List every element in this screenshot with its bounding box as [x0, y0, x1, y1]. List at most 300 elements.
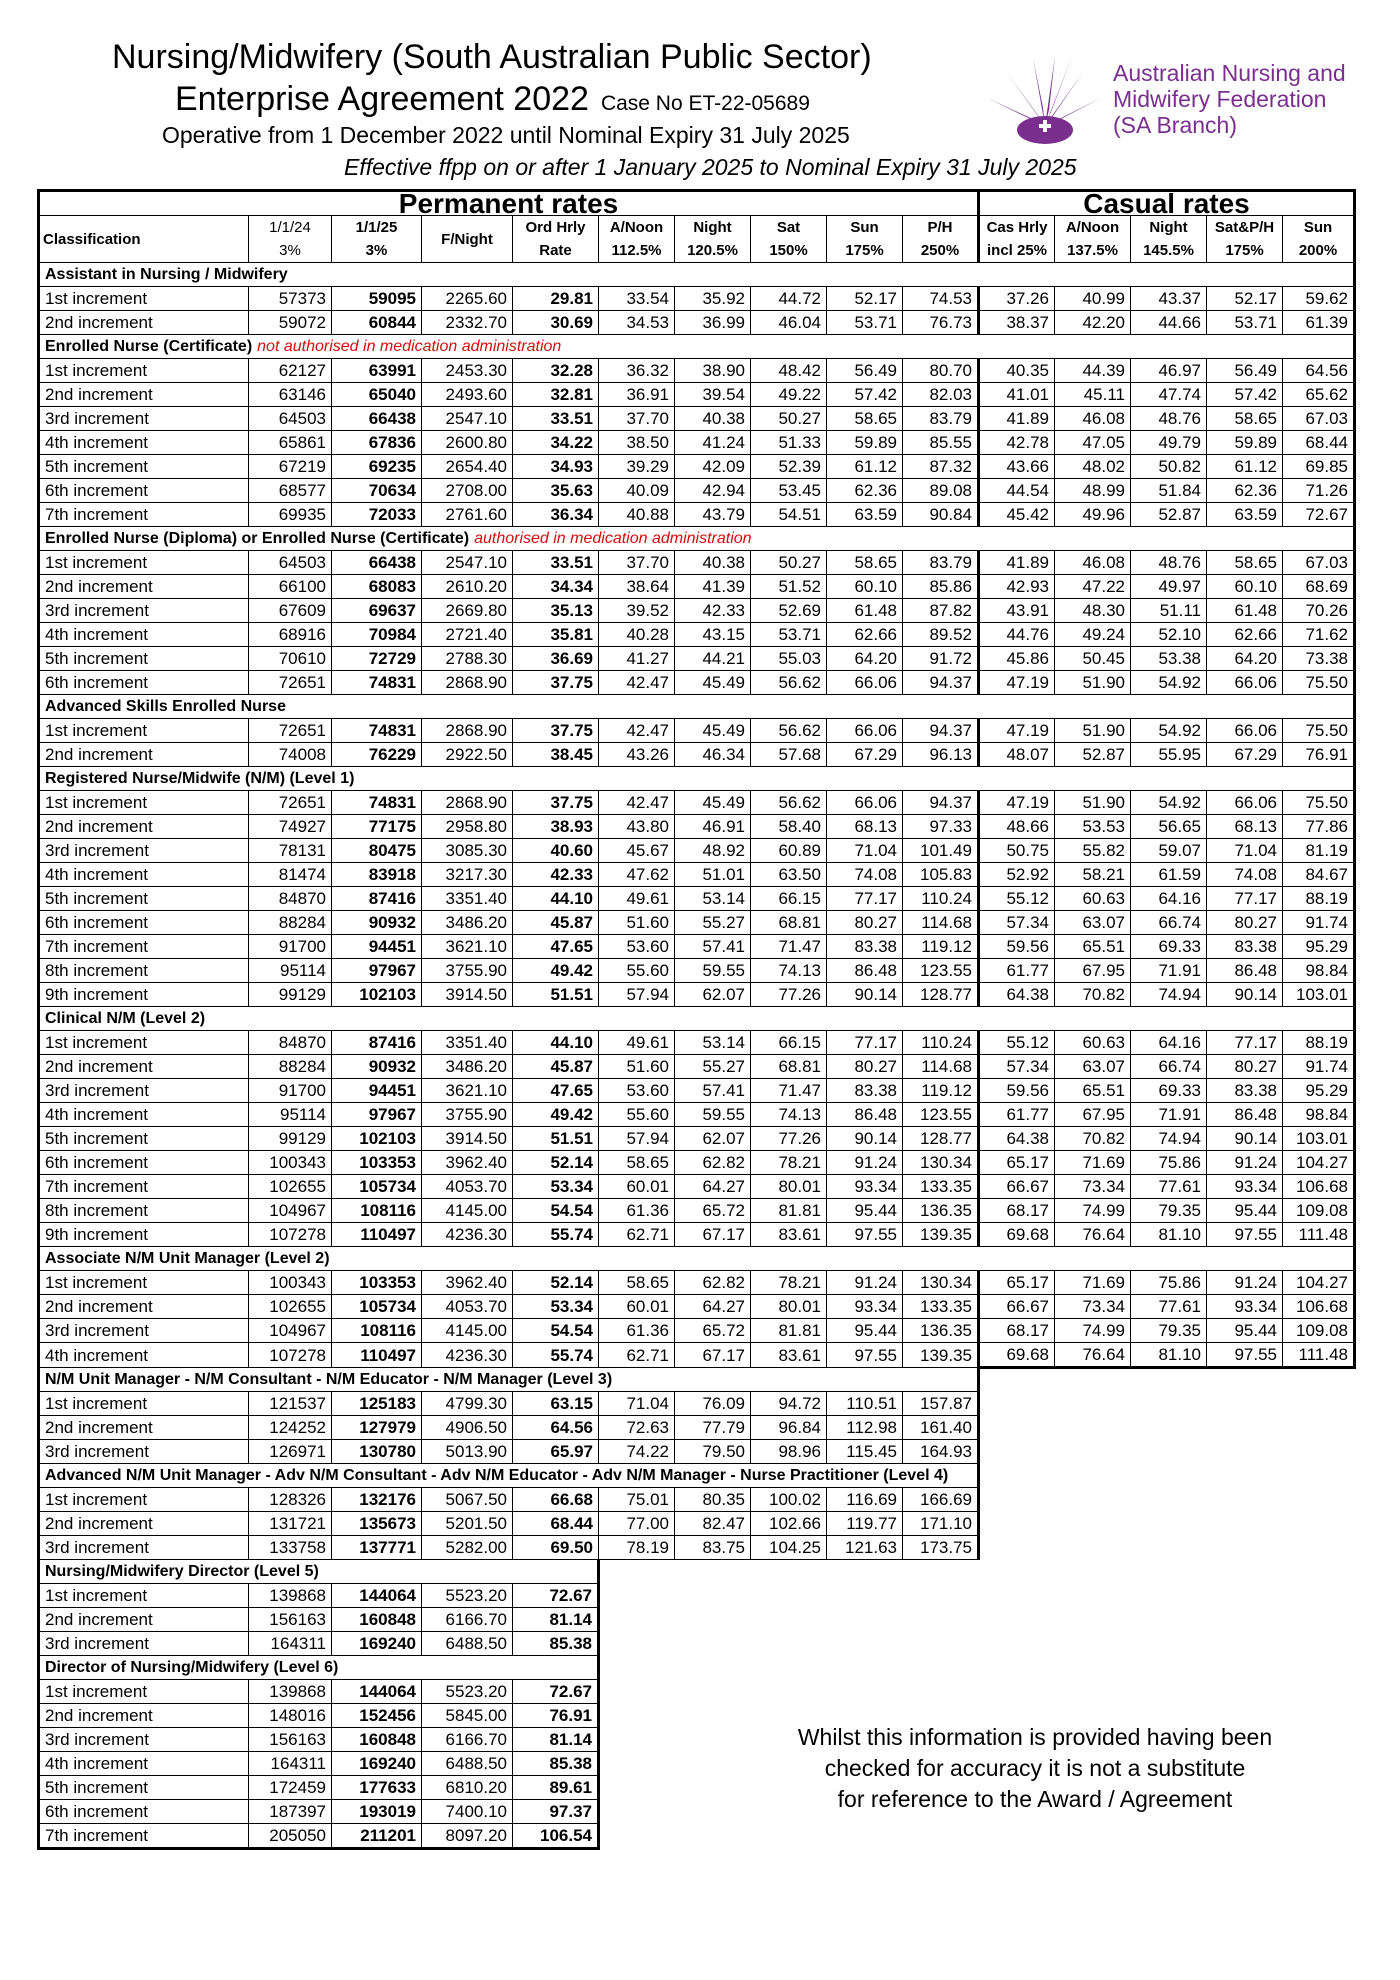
rate-cell: 80.27 [1207, 911, 1283, 935]
rate-cell: 164311 [249, 1632, 332, 1656]
rate-cell: 37.75 [513, 719, 599, 743]
rate-cell: 46.34 [675, 743, 751, 767]
rate-cell: 42.09 [675, 455, 751, 479]
rate-cell: 119.12 [903, 935, 979, 959]
empty-cell [1283, 1560, 1355, 1584]
rate-cell: 95.29 [1283, 1079, 1355, 1103]
table-row [39, 599, 1355, 623]
rate-cell: 62.07 [675, 1127, 751, 1151]
rate-cell: 60.10 [827, 575, 903, 599]
rate-cell: 65.72 [675, 1199, 751, 1223]
row-label: 3rd increment [39, 1632, 249, 1656]
rate-cell: 4145.00 [422, 1319, 513, 1343]
rate-cell: 130.34 [903, 1271, 979, 1295]
rate-cell: 64.20 [1207, 647, 1283, 671]
rate-cell: 114.68 [903, 911, 979, 935]
rate-cell: 55.03 [751, 647, 827, 671]
rate-cell: 57.42 [1207, 383, 1283, 407]
table-row [39, 383, 1355, 407]
row-label: 2nd increment [39, 383, 249, 407]
rate-cell: 72033 [332, 503, 422, 527]
empty-cell [751, 1608, 827, 1632]
rate-cell: 100343 [249, 1151, 332, 1175]
rate-cell: 42.33 [675, 599, 751, 623]
rate-cell: 51.11 [1131, 599, 1207, 623]
rate-cell: 4053.70 [422, 1295, 513, 1319]
rate-cell: 80.01 [751, 1175, 827, 1199]
rate-cell: 46.97 [1131, 359, 1207, 383]
rate-cell: 77.86 [1283, 815, 1355, 839]
rate-cell: 42.33 [513, 863, 599, 887]
section-title [39, 335, 1355, 359]
row-label: 5th increment [39, 887, 249, 911]
rate-cell: 79.35 [1131, 1199, 1207, 1223]
rate-cell: 97.55 [827, 1343, 903, 1368]
rate-cell: 72729 [332, 647, 422, 671]
rate-cell: 65.62 [1283, 383, 1355, 407]
row-label: 2nd increment [39, 1608, 249, 1632]
column-header-line: Sun [1303, 219, 1333, 236]
rate-cell: 2958.80 [422, 815, 513, 839]
rate-cell: 65.51 [1055, 1079, 1131, 1103]
rate-cell: 33.51 [513, 407, 599, 431]
rate-cell: 103.01 [1283, 1127, 1355, 1151]
table-row [39, 287, 1355, 311]
rate-cell: 71.04 [599, 1392, 675, 1416]
row-label: 2nd increment [39, 311, 249, 335]
rate-cell: 77.26 [751, 983, 827, 1007]
table-row [39, 311, 1355, 335]
section-title-row [39, 335, 1355, 359]
rate-cell: 67.03 [1283, 407, 1355, 431]
rate-cell: 5523.20 [422, 1680, 513, 1704]
rate-cell: 105734 [332, 1295, 422, 1319]
empty-cell [751, 1560, 827, 1584]
empty-cell [827, 1608, 903, 1632]
row-label: 8th increment [39, 959, 249, 983]
row-label: 7th increment [39, 1824, 249, 1849]
column-header [751, 216, 827, 263]
operative-dates: Operative from 1 December 2022 until Nominal Expiry 31 July 2025 [162, 122, 850, 148]
rate-cell: 66.06 [827, 671, 903, 695]
table-row [39, 1223, 1355, 1247]
section-title-row [39, 527, 1355, 551]
empty-cell [1131, 1440, 1207, 1464]
rate-cell: 94451 [332, 935, 422, 959]
empty-cell [1283, 1656, 1355, 1680]
empty-cell [1055, 1584, 1131, 1608]
rate-cell: 90.14 [827, 1127, 903, 1151]
rate-cell: 136.35 [903, 1199, 979, 1223]
empty-cell [1283, 1824, 1355, 1849]
rate-cell: 69.68 [979, 1223, 1055, 1247]
rate-cell: 43.66 [979, 455, 1055, 479]
rate-cell: 74.22 [599, 1440, 675, 1464]
rate-cell: 157.87 [903, 1392, 979, 1416]
rate-cell: 126971 [249, 1440, 332, 1464]
rate-cell: 58.65 [827, 551, 903, 575]
row-label: 5th increment [39, 455, 249, 479]
rate-cell: 95.29 [1283, 935, 1355, 959]
rate-cell: 2547.10 [422, 407, 513, 431]
table-row [39, 503, 1355, 527]
rate-cell: 177633 [332, 1776, 422, 1800]
rate-cell: 94451 [332, 1079, 422, 1103]
column-header-line: 250% [920, 242, 960, 259]
section-name: Registered Nurse/Midwife (N/M) (Level 1) [45, 770, 355, 787]
rate-cell: 83.61 [751, 1343, 827, 1368]
rate-cell: 56.62 [751, 791, 827, 815]
rate-cell: 164311 [249, 1752, 332, 1776]
rate-cell: 69.33 [1131, 1079, 1207, 1103]
rate-cell: 111.48 [1283, 1223, 1355, 1247]
rate-cell: 42.93 [979, 575, 1055, 599]
rate-cell: 59.89 [827, 431, 903, 455]
rate-cell: 60.63 [1055, 887, 1131, 911]
rate-cell: 139868 [249, 1584, 332, 1608]
rate-cell: 87.82 [903, 599, 979, 623]
rate-cell: 37.70 [599, 407, 675, 431]
rate-cell: 47.05 [1055, 431, 1131, 455]
rate-cell: 53.53 [1055, 815, 1131, 839]
column-header-line: 3% [279, 242, 301, 259]
table-row [39, 671, 1355, 695]
rate-cell: 102655 [249, 1295, 332, 1319]
column-header [1055, 216, 1131, 263]
empty-cell [599, 1656, 675, 1680]
row-label: 2nd increment [39, 1512, 249, 1536]
empty-cell [979, 1512, 1055, 1536]
row-label: 2nd increment [39, 1416, 249, 1440]
rate-cell: 81.81 [751, 1199, 827, 1223]
rate-cell: 69.68 [979, 1343, 1055, 1368]
rate-cell: 54.92 [1131, 719, 1207, 743]
rate-cell: 81.14 [513, 1728, 599, 1752]
rate-cell: 63.59 [827, 503, 903, 527]
row-label: 2nd increment [39, 1704, 249, 1728]
row-label: 4th increment [39, 623, 249, 647]
rate-cell: 5523.20 [422, 1584, 513, 1608]
empty-cell [1131, 1464, 1207, 1488]
rate-cell: 41.27 [599, 647, 675, 671]
rate-cell: 56.62 [751, 719, 827, 743]
rate-cell: 83.38 [827, 935, 903, 959]
rate-cell: 79.35 [1131, 1319, 1207, 1343]
rate-cell: 54.54 [513, 1319, 599, 1343]
rate-cell: 89.08 [903, 479, 979, 503]
column-header-line: 137.5% [1067, 242, 1118, 259]
rate-cell: 166.69 [903, 1488, 979, 1512]
empty-cell [1207, 1536, 1283, 1560]
casual-rates-heading: Casual rates [979, 191, 1355, 216]
rate-cell: 3962.40 [422, 1271, 513, 1295]
table-row [39, 1271, 1355, 1295]
rate-cell: 57373 [249, 287, 332, 311]
column-header-line: Sun [850, 219, 879, 236]
table-row [39, 1584, 1355, 1608]
rate-cell: 68083 [332, 575, 422, 599]
empty-cell [1131, 1632, 1207, 1656]
empty-cell [827, 1824, 903, 1849]
empty-cell [979, 1608, 1055, 1632]
empty-cell [1283, 1512, 1355, 1536]
column-header-line: Classification [43, 230, 141, 248]
empty-cell [979, 1632, 1055, 1656]
column-header [827, 216, 903, 263]
rate-cell: 71.04 [1207, 839, 1283, 863]
empty-cell [1055, 1368, 1131, 1392]
rate-cell: 133.35 [903, 1175, 979, 1199]
empty-cell [751, 1680, 827, 1704]
section-name: Enrolled Nurse (Diploma) or Enrolled Nurse (Certificate) [45, 530, 470, 547]
rate-cell: 74.08 [827, 863, 903, 887]
rate-cell: 123.55 [903, 959, 979, 983]
rate-cell: 71.69 [1055, 1271, 1131, 1295]
rate-cell: 62.66 [827, 623, 903, 647]
table-row [39, 1440, 1355, 1464]
rate-cell: 46.04 [751, 311, 827, 335]
rate-cell: 75.86 [1131, 1151, 1207, 1175]
rate-cell: 72.67 [513, 1680, 599, 1704]
rate-cell: 48.07 [979, 743, 1055, 767]
rate-cell: 66.67 [979, 1175, 1055, 1199]
rate-cell: 38.93 [513, 815, 599, 839]
rate-cell: 94.72 [751, 1392, 827, 1416]
rate-cell: 2265.60 [422, 287, 513, 311]
rate-cell: 43.26 [599, 743, 675, 767]
row-label: 1st increment [39, 287, 249, 311]
rate-cell: 83918 [332, 863, 422, 887]
rate-cell: 78.21 [751, 1271, 827, 1295]
rate-cell: 63991 [332, 359, 422, 383]
rate-cell: 105.83 [903, 863, 979, 887]
rate-cell: 128326 [249, 1488, 332, 1512]
rate-cell: 40.60 [513, 839, 599, 863]
rate-cell: 3351.40 [422, 1031, 513, 1055]
table-row [39, 1343, 1355, 1368]
rate-cell: 3914.50 [422, 983, 513, 1007]
column-header-line: P/H [927, 219, 953, 236]
rate-cell: 90.14 [827, 983, 903, 1007]
rate-cell: 91.24 [1207, 1151, 1283, 1175]
table-row [39, 719, 1355, 743]
rate-cell: 80475 [332, 839, 422, 863]
table-row [39, 647, 1355, 671]
empty-cell [979, 1680, 1055, 1704]
rate-cell: 79.50 [675, 1440, 751, 1464]
rate-cell: 97.55 [1207, 1223, 1283, 1247]
rate-cell: 69637 [332, 599, 422, 623]
rate-cell: 50.75 [979, 839, 1055, 863]
rate-cell: 64.38 [979, 983, 1055, 1007]
row-label: 7th increment [39, 935, 249, 959]
rate-cell: 119.77 [827, 1512, 903, 1536]
rate-cell: 57.34 [979, 911, 1055, 935]
rate-cell: 66438 [332, 407, 422, 431]
rate-cell: 60.10 [1207, 575, 1283, 599]
rate-cell: 59072 [249, 311, 332, 335]
rate-cell: 62.66 [1207, 623, 1283, 647]
rate-cell: 68.81 [751, 1055, 827, 1079]
rate-cell: 61.77 [979, 1103, 1055, 1127]
rate-cell: 52.87 [1131, 503, 1207, 527]
row-label: 2nd increment [39, 815, 249, 839]
rate-cell: 83.79 [903, 551, 979, 575]
table-row [39, 455, 1355, 479]
rate-cell: 67.29 [1207, 743, 1283, 767]
rate-cell: 75.50 [1283, 791, 1355, 815]
rate-cell: 91.72 [903, 647, 979, 671]
rate-cell: 98.84 [1283, 1103, 1355, 1127]
rate-cell: 111.48 [1283, 1343, 1355, 1368]
column-header-line: 150% [769, 242, 808, 259]
row-label: 3rd increment [39, 1079, 249, 1103]
rate-cell: 152456 [332, 1704, 422, 1728]
rate-cell: 47.74 [1131, 383, 1207, 407]
rate-cell: 45.87 [513, 911, 599, 935]
rate-cell: 3755.90 [422, 1103, 513, 1127]
section-title-row [39, 695, 1355, 719]
rate-cell: 65.17 [979, 1271, 1055, 1295]
column-header [1131, 216, 1207, 263]
rate-cell: 164.93 [903, 1440, 979, 1464]
rate-cell: 42.47 [599, 791, 675, 815]
section-title [39, 767, 1355, 791]
empty-cell [1283, 1680, 1355, 1704]
rate-cell: 52.87 [1055, 743, 1131, 767]
rate-cell: 43.80 [599, 815, 675, 839]
rate-cell: 102103 [332, 1127, 422, 1151]
rate-cell: 64503 [249, 407, 332, 431]
column-header-line: 112.5% [611, 242, 662, 259]
rate-cell: 67836 [332, 431, 422, 455]
empty-cell [979, 1392, 1055, 1416]
rate-cell: 65040 [332, 383, 422, 407]
rate-cell: 45.87 [513, 1055, 599, 1079]
rate-cell: 45.42 [979, 503, 1055, 527]
rate-cell: 60.01 [599, 1175, 675, 1199]
rate-cell: 171.10 [903, 1512, 979, 1536]
rate-cell: 64.27 [675, 1175, 751, 1199]
rate-cell: 35.92 [675, 287, 751, 311]
rate-cell: 84870 [249, 1031, 332, 1055]
empty-cell [1207, 1824, 1283, 1849]
rate-cell: 51.60 [599, 1055, 675, 1079]
rate-cell: 131721 [249, 1512, 332, 1536]
column-header-line: 200% [1298, 242, 1338, 259]
table-row [39, 1295, 1355, 1319]
rate-cell: 40.38 [675, 407, 751, 431]
rate-cell: 81.19 [1283, 839, 1355, 863]
empty-cell [903, 1632, 979, 1656]
rate-cell: 62.71 [599, 1223, 675, 1247]
rate-cell: 110.24 [903, 1031, 979, 1055]
rate-cell: 85.86 [903, 575, 979, 599]
row-label: 1st increment [39, 1680, 249, 1704]
rate-cell: 51.01 [675, 863, 751, 887]
rate-cell: 91.24 [827, 1151, 903, 1175]
rate-cell: 43.37 [1131, 287, 1207, 311]
rate-cell: 77.61 [1131, 1295, 1207, 1319]
rate-cell: 44.10 [513, 1031, 599, 1055]
row-label: 5th increment [39, 1776, 249, 1800]
rate-cell: 36.91 [599, 383, 675, 407]
rate-cell: 76.91 [1283, 743, 1355, 767]
column-header-line: Night [693, 219, 732, 236]
rate-cell: 53.60 [599, 1079, 675, 1103]
column-header-line: A/Noon [609, 219, 664, 236]
empty-cell [1131, 1584, 1207, 1608]
rate-cell: 59.56 [979, 1079, 1055, 1103]
rate-cell: 45.49 [675, 719, 751, 743]
row-label: 3rd increment [39, 407, 249, 431]
rate-cell: 36.32 [599, 359, 675, 383]
table-row [39, 1632, 1355, 1656]
rate-cell: 74.53 [903, 287, 979, 311]
row-label: 3rd increment [39, 1536, 249, 1560]
rate-cell: 48.02 [1055, 455, 1131, 479]
rate-cell: 62.07 [675, 983, 751, 1007]
rate-cell: 54.51 [751, 503, 827, 527]
rate-cell: 49.96 [1055, 503, 1131, 527]
empty-cell [1055, 1656, 1131, 1680]
rate-cell: 68.13 [827, 815, 903, 839]
rate-cell: 55.27 [675, 1055, 751, 1079]
rate-cell: 66.06 [1207, 671, 1283, 695]
disclaimer-line: Whilst this information is provided having been [797, 1724, 1273, 1750]
rate-cell: 101.49 [903, 839, 979, 863]
rate-cell: 68.44 [513, 1512, 599, 1536]
rate-cell: 119.12 [903, 1079, 979, 1103]
rate-cell: 73.34 [1055, 1175, 1131, 1199]
rate-cell: 78.19 [599, 1536, 675, 1560]
column-header-line: Sat [776, 219, 801, 236]
empty-cell [979, 1464, 1055, 1488]
row-label: 2nd increment [39, 1295, 249, 1319]
rate-cell: 66.06 [827, 791, 903, 815]
rate-cell: 62.36 [1207, 479, 1283, 503]
table-row [39, 431, 1355, 455]
rate-cell: 3621.10 [422, 935, 513, 959]
rate-cell: 41.24 [675, 431, 751, 455]
empty-cell [599, 1680, 675, 1704]
rate-cell: 78.21 [751, 1151, 827, 1175]
rate-cell: 108116 [332, 1319, 422, 1343]
rate-cell: 46.91 [675, 815, 751, 839]
table-row [39, 983, 1355, 1007]
section-name: Enrolled Nurse (Certificate) [45, 338, 253, 355]
rate-cell: 74.99 [1055, 1199, 1131, 1223]
rate-cell: 50.27 [751, 551, 827, 575]
organisation-branch: (SA Branch) [1113, 112, 1237, 138]
organisation-name-line: Midwifery Federation [1113, 86, 1327, 112]
rate-cell: 64.16 [1131, 887, 1207, 911]
empty-cell [979, 1488, 1055, 1512]
rate-cell: 74.13 [751, 1103, 827, 1127]
rate-cell: 58.65 [599, 1271, 675, 1295]
rate-cell: 2610.20 [422, 575, 513, 599]
rate-cell: 91700 [249, 935, 332, 959]
row-label: 1st increment [39, 1488, 249, 1512]
table-row [39, 839, 1355, 863]
empty-cell [827, 1632, 903, 1656]
column-header-line: incl 25% [986, 242, 1048, 259]
rate-cell: 63.59 [1207, 503, 1283, 527]
section-title [39, 1464, 979, 1488]
rate-cell: 53.71 [751, 623, 827, 647]
rate-cell: 86.48 [1207, 959, 1283, 983]
row-label: 5th increment [39, 1127, 249, 1151]
